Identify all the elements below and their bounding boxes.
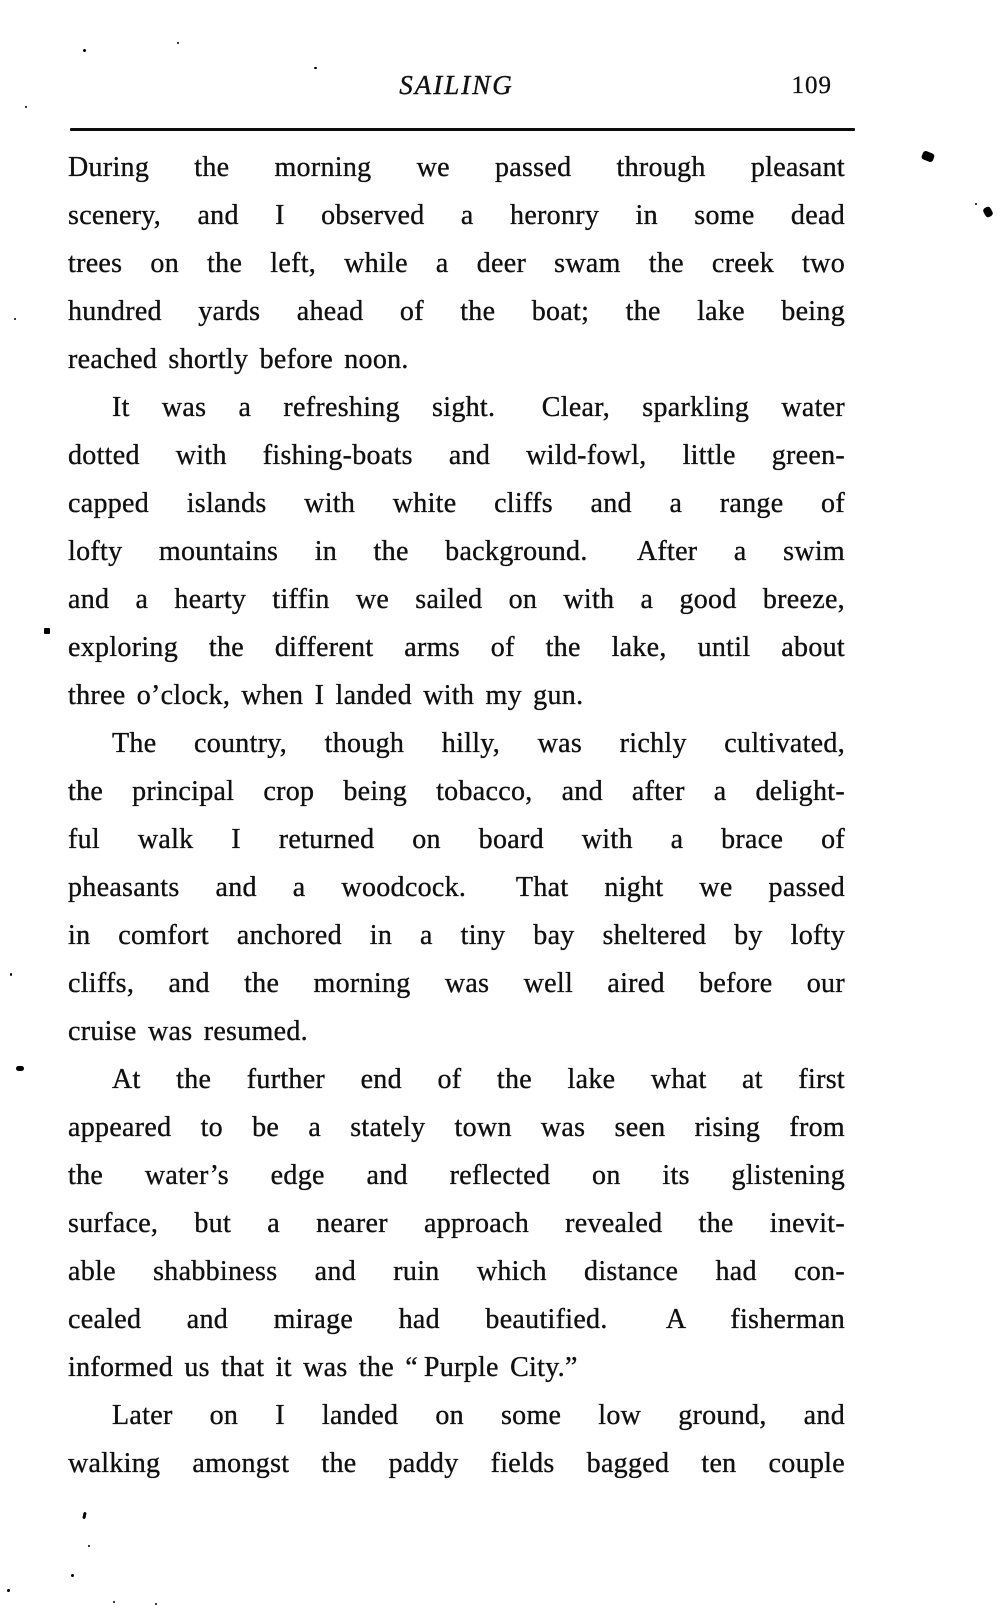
text-line: the water’s edge and reflected on its glistening	[68, 1160, 845, 1191]
scan-speck	[14, 318, 16, 320]
text-line: trees on the left, while a deer swam the creek two	[68, 248, 845, 279]
text-line: informed us that it was the “ Purple City.”	[68, 1352, 578, 1383]
text-line: reached shortly before noon.	[68, 344, 409, 375]
text-line: walking amongst the paddy fields bagged ten couple	[68, 1448, 845, 1479]
text-line: surface, but a nearer approach revealed the inevit-	[68, 1208, 845, 1239]
scan-speck	[314, 67, 317, 69]
text-line: scenery, and I observed a heronry in some dead	[68, 200, 845, 231]
text-line: At the further end of the lake what at first	[112, 1064, 845, 1095]
scan-speck	[155, 1603, 157, 1605]
scan-speck	[7, 1589, 10, 1592]
text-line: hundred yards ahead of the boat; the lake being	[68, 296, 845, 327]
page-header	[68, 70, 845, 110]
text-line: dotted with fishing-boats and wild-fowl, little green-	[68, 440, 845, 471]
text-line: in comfort anchored in a tiny bay sheltered by lofty	[68, 920, 845, 951]
scan-speck	[113, 1601, 115, 1603]
running-head-title: SAILING	[399, 70, 514, 100]
scan-speck	[16, 1066, 24, 1071]
scan-speck	[10, 973, 12, 976]
text-line: During the morning we passed through pleasant	[68, 152, 845, 183]
text-line: able shabbiness and ruin which distance had con-	[68, 1256, 845, 1287]
text-line: It was a refreshing sight. Clear, sparkling water	[112, 392, 845, 423]
text-line: cruise was resumed.	[68, 1016, 308, 1047]
text-line: appeared to be a stately town was seen rising from	[68, 1112, 845, 1143]
scan-speck	[82, 1512, 86, 1519]
text-line: The country, though hilly, was richly cultivated,	[112, 728, 845, 759]
text-line: cliffs, and the morning was well aired before our	[68, 968, 845, 999]
header-rule	[70, 128, 855, 131]
text-line: three o’clock, when I landed with my gun.	[68, 680, 584, 711]
body-text	[68, 144, 845, 1488]
text-line: capped islands with white cliffs and a range of	[68, 488, 845, 519]
text-line: and a hearty tiffin we sailed on with a good breeze,	[68, 584, 845, 615]
scan-speck	[25, 106, 27, 108]
text-line: ful walk I returned on board with a brace of	[68, 824, 845, 855]
text-line: Later on I landed on some low ground, and	[112, 1400, 845, 1431]
scan-speck	[71, 1574, 74, 1577]
scan-speck	[177, 42, 179, 44]
scan-speck	[921, 150, 935, 163]
scan-speck	[44, 628, 50, 634]
scan-speck	[982, 206, 994, 219]
text-line: pheasants and a woodcock. That night we passed	[68, 872, 845, 903]
scan-speck	[88, 1545, 90, 1547]
scan-speck	[975, 203, 977, 205]
text-line: exploring the different arms of the lake, until about	[68, 632, 845, 663]
text-line: lofty mountains in the background. After a swim	[68, 536, 845, 567]
text-line: the principal crop being tobacco, and after a delight-	[68, 776, 845, 807]
scan-speck	[83, 49, 86, 52]
text-line: cealed and mirage had beautified. A fisherman	[68, 1304, 845, 1335]
page-number: 109	[791, 72, 832, 99]
